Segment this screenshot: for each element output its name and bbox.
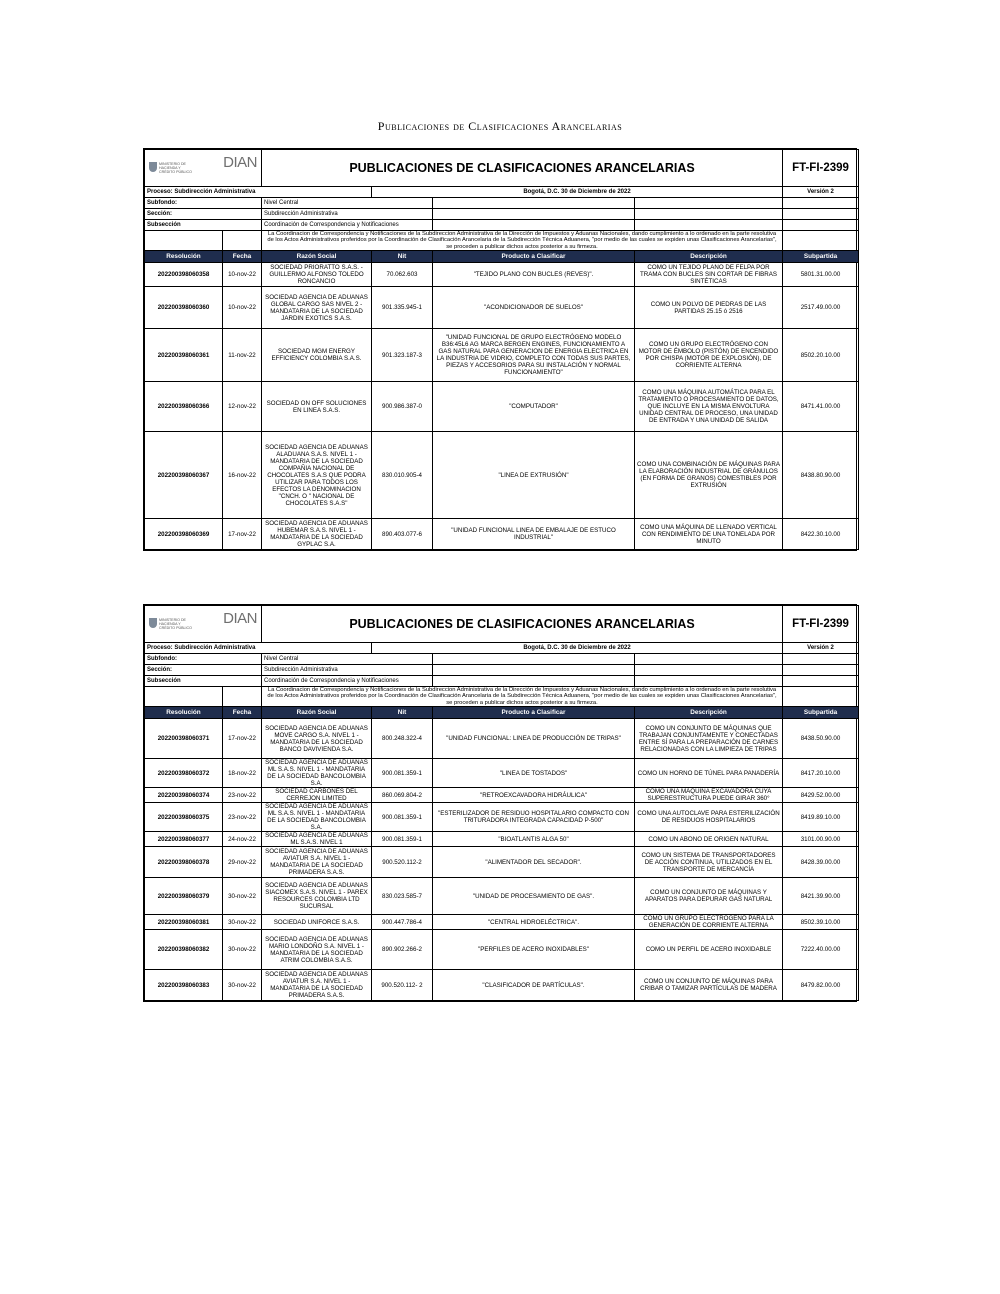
cell-descripcion: COMO UN GRUPO ELECTRÓGENO PARA LA GENERACIÓN DE CORRIENTE ALTERNA	[635, 915, 783, 930]
col-header-subpartida: Subpartida	[783, 251, 859, 263]
cell-fecha: 30-nov-22	[223, 915, 262, 930]
intro-text: La Coordinacion de Correspondencia y Notificaciones de la Subdireccion Administrativa de la Dirección de Impuestos y Aduanas Nacionales, dando cumplimiento a lo ordenado en la parte resolutiva de los Actos Administrativos proferidos por la Coordinación de Clasificación Arancelaria de la Subdirección Técnica Aduanera, "por medio de las cuales se expiden unas Clasificaciones Arancelarias", se proceden a publicar dichos actos posterior a su firmeza.	[262, 231, 783, 251]
cell-razon-social: SOCIEDAD AGENCIA DE ADUANAS AVIATUR S.A. NIVEL 1 - MANDATARIA DE LA SOCIEDAD PRIMADERA S.A.S.	[262, 847, 372, 878]
cell-producto: "RETROEXCAVADORA HIDRÁULICA"	[433, 788, 635, 803]
cell-descripcion: COMO UNA COMBINACIÓN DE MÁQUINAS PARA LA ELABORACIÓN INDUSTRIAL DE GRÁNULOS (EN FORMA DE GRANOS) COMESTIBLES POR EXTRUSIÓN	[635, 432, 783, 519]
version: Versión 2	[783, 643, 859, 654]
cell-resolucion: 202200398060381	[145, 915, 223, 930]
page-title: Publicaciones de Clasificaciones Arancelarias	[377, 119, 623, 133]
cell-producto: "COMPUTADOR"	[433, 382, 635, 432]
cell-resolucion: 202200398060360	[145, 287, 223, 329]
seccion-value: Subdirección Administrativa	[262, 209, 433, 220]
seccion-label: Sección:	[145, 665, 262, 676]
cell-resolucion: 202200398060379	[145, 878, 223, 915]
form-code: FT-FI-2399	[783, 606, 859, 643]
ministry-logo-text: MINISTERIO DE HACIENDA Y CRÉDITO PÚBLICO	[159, 618, 192, 630]
table-row	[145, 432, 859, 519]
cell-nit: 860.069.804-2	[372, 788, 433, 803]
cell-resolucion: 202200398060361	[145, 329, 223, 382]
cell-subpartida: 3101.00.90.00	[783, 832, 859, 847]
col-header-fecha: Fecha	[223, 251, 262, 263]
cell-subpartida: 5801.31.00.00	[783, 263, 859, 287]
table-row	[145, 878, 859, 915]
col-header-producto: Producto a Clasificar	[433, 707, 635, 719]
cell-resolucion: 202200398060383	[145, 970, 223, 1001]
cell-subpartida: 8502.39.10.00	[783, 915, 859, 930]
cell-razon-social: SOCIEDAD AGENCIA DE ADUANAS SIACOMEX S.A.S. NIVEL 1 - PAREX RESOURCES COLOMBIA LTD SUCURSAL	[262, 878, 372, 915]
cell-nit: 900.520.112-2	[372, 847, 433, 878]
ministry-logo	[149, 160, 192, 176]
intro-text: La Coordinacion de Correspondencia y Notificaciones de la Subdireccion Administrativa de la Dirección de Impuestos y Aduanas Nacionales, dando cumplimiento a lo ordenado en la parte resolutiva de los Actos Administrativos proferidos por la Coordinación de Clasificación Arancelaria de la Subdirección Técnica Aduanera, "por medio de las cuales se expiden unas Clasificaciones Arancelarias", se proceden a publicar dichos actos posterior a su firmeza.	[262, 687, 783, 707]
cell-razon-social: SOCIEDAD AGENCIA DE ADUANAS ML S.A.S. NIVEL 1 - MANDATARIA DE LA SOCIEDAD BANCOLOMBIA S.A.	[262, 803, 372, 832]
subfondo-label: Subfondo:	[145, 198, 262, 209]
cell-descripcion: COMO UNA MÁQUINA DE LLENADO VERTICAL CON RENDIMIENTO DE UNA TONELADA POR MINUTO	[635, 519, 783, 550]
cell-nit: 830.010.905-4	[372, 432, 433, 519]
subfondo-value: Nivel Central	[262, 198, 433, 209]
subseccion-value: Coordinación de Correspondencia y Notificaciones	[262, 220, 433, 231]
cell-resolucion: 202200398060382	[145, 930, 223, 970]
cell-resolucion: 202200398060375	[145, 803, 223, 832]
cell-razon-social: SOCIEDAD AGENCIA DE ADUANAS HUBEMAR S.A.S. NIVEL 1 - MANDATARIA DE LA SOCIEDAD GYPLAC S.A.	[262, 519, 372, 550]
subfondo-value: Nivel Central	[262, 654, 433, 665]
table-row	[145, 287, 859, 329]
cell-nit: 70.062.603	[372, 263, 433, 287]
dian-logo: DIAN	[223, 154, 257, 171]
cell-producto: "ACONDICIONADOR DE SUELOS"	[433, 287, 635, 329]
cell-subpartida: 8429.52.00.00	[783, 788, 859, 803]
col-header-producto: Producto a Clasificar	[433, 251, 635, 263]
cell-producto: "LINEA DE TOSTADOS"	[433, 759, 635, 788]
col-header-subpartida: Subpartida	[783, 707, 859, 719]
cell-nit: 890.403.077-6	[372, 519, 433, 550]
cell-razon-social: SOCIEDAD AGENCIA DE ADUANAS MARIO LONDOÑO S.A. NIVEL 1 - MANDATARIA DE LA SOCIEDAD ATRIM COLOMBIA S.A.S.	[262, 930, 372, 970]
col-header-descripcion: Descripción	[635, 251, 783, 263]
cell-razon-social: SOCIEDAD AGENCIA DE ADUANAS AVIATUR S.A. NIVEL 1 - MANDATARIA DE LA SOCIEDAD PRIMADERA S.A.S.	[262, 970, 372, 1001]
cell-descripcion: COMO UNA MÁQUINA EXCAVADORA CUYA SUPERESTRUCTURA PUEDE GIRAR 360°	[635, 788, 783, 803]
place-date: Bogotá, D.C. 30 de Diciembre de 2022	[372, 187, 783, 198]
cell-nit: 830.023.585-7	[372, 878, 433, 915]
cell-subpartida: 2517.49.00.00	[783, 287, 859, 329]
cell-nit: 901.335.945-1	[372, 287, 433, 329]
place-date: Bogotá, D.C. 30 de Diciembre de 2022	[372, 643, 783, 654]
col-header-resolucion: Resolución	[145, 707, 223, 719]
cell-razon-social: SOCIEDAD AGENCIA DE ADUANAS ML S.A.S. NIVEL 1 - MANDATARIA DE LA SOCIEDAD BANCOLOMBIA S.A.	[262, 759, 372, 788]
cell-descripcion: COMO UN CONJUNTO DE MÁQUINAS QUE TRABAJAN CONJUNTAMENTE Y CONECTADAS ENTRE SÍ PARA LA PREPARACIÓN DE CARNES RELACIONADAS CON LA LIMPIEZA DE TRIPAS	[635, 719, 783, 759]
document-title: PUBLICACIONES DE CLASIFICACIONES ARANCELARIAS	[262, 606, 783, 643]
cell-nit: 900.081.359-1	[372, 832, 433, 847]
cell-resolucion: 202200398060366	[145, 382, 223, 432]
document-block-1	[143, 148, 857, 551]
cell-fecha: 24-nov-22	[223, 832, 262, 847]
cell-producto: "UNIDAD FUNCIONAL: LINEA DE PRODUCCIÓN DE TRIPAS"	[433, 719, 635, 759]
cell-nit: 900.081.359-1	[372, 759, 433, 788]
cell-nit: 900.081.359-1	[372, 803, 433, 832]
table-row	[145, 803, 859, 832]
cell-razon-social: SOCIEDAD AGENCIA DE ADUANAS MOVE CARGO S.A. NIVEL 1 - MANDATARIA DE LA SOCIEDAD BANCO DAVIVIENDA S.A.	[262, 719, 372, 759]
cell-subpartida: 8502.20.10.00	[783, 329, 859, 382]
cell-razon-social: SOCIEDAD AGENCIA DE ADUANAS ALADUANA S.A.S. NIVEL 1 - MANDATARIA DE LA SOCIEDAD COMPAÑIA NACIONAL DE CHOCOLATES S.A.S QUE PODRA UTILIZAR PARA TODOS LOS EFECTOS LA DENOMINACION "CNCH. O " NACIONAL DE CHOCOLATES S.A.S"	[262, 432, 372, 519]
dian-logo: DIAN	[223, 610, 257, 627]
cell-descripcion: COMO UN HORNO DE TÚNEL PARA PANADERÍA	[635, 759, 783, 788]
shield-icon	[149, 618, 157, 628]
cell-subpartida: 8428.39.00.00	[783, 847, 859, 878]
version: Versión 2	[783, 187, 859, 198]
cell-razon-social: SOCIEDAD AGENCIA DE ADUANAS GLOBAL CARGO SAS NIVEL 2 - MANDATARIA DE LA SOCIEDAD JARDIN EXOTICS S.A.S.	[262, 287, 372, 329]
subseccion-label: Subsección	[145, 220, 262, 231]
table-row	[145, 847, 859, 878]
form-code: FT-FI-2399	[783, 150, 859, 187]
subseccion-value: Coordinación de Correspondencia y Notificaciones	[262, 676, 433, 687]
cell-descripcion: COMO UNA MÁQUINA AUTOMÁTICA PARA EL TRATAMIENTO O PROCESAMIENTO DE DATOS, QUE INCLUYE EN LA MISMA ENVOLTURA UNIDAD CENTRAL DE PROCESO, UNA UNIDAD DE ENTRADA Y UNA UNIDAD DE SALIDA	[635, 382, 783, 432]
cell-subpartida: 8421.39.90.00	[783, 878, 859, 915]
cell-subpartida: 8419.89.10.00	[783, 803, 859, 832]
table-row	[145, 788, 859, 803]
classification-table	[144, 149, 859, 550]
cell-subpartida: 8422.30.10.00	[783, 519, 859, 550]
cell-fecha: 18-nov-22	[223, 759, 262, 788]
cell-producto: "UNIDAD FUNCIONAL LINEA DE EMBALAJE DE ESTUCO INDUSTRIAL"	[433, 519, 635, 550]
cell-fecha: 12-nov-22	[223, 382, 262, 432]
process-label: Proceso: Subdirección Administrativa	[145, 643, 372, 654]
cell-resolucion: 202200398060377	[145, 832, 223, 847]
ministry-logo-text: MINISTERIO DE HACIENDA Y CRÉDITO PÚBLICO	[159, 162, 192, 174]
col-header-razon-social: Razón Social	[262, 251, 372, 263]
col-header-nit: Nit	[372, 707, 433, 719]
cell-resolucion: 202200398060378	[145, 847, 223, 878]
cell-descripcion: COMO UN CONJUNTO DE MÁQUINAS Y APARATOS PARA DEPURAR GAS NATURAL	[635, 878, 783, 915]
table-row	[145, 759, 859, 788]
cell-nit: 901.323.187-3	[372, 329, 433, 382]
col-header-descripcion: Descripción	[635, 707, 783, 719]
cell-descripcion: COMO UN GRUPO ELECTRÓGENO CON MOTOR DE ÉMBOLO (PISTÓN) DE ENCENDIDO POR CHISPA (MOTOR DE EXPLOSIÓN), DE CORRIENTE ALTERNA	[635, 329, 783, 382]
cell-producto: "CLASIFICADOR DE PARTÍCULAS".	[433, 970, 635, 1001]
cell-nit: 800.248.322-4	[372, 719, 433, 759]
cell-razon-social: SOCIEDAD ON OFF SOLUCIONES EN LINEA S.A.S.	[262, 382, 372, 432]
table-row	[145, 970, 859, 1001]
table-row	[145, 719, 859, 759]
classification-table	[144, 605, 859, 1001]
cell-descripcion: COMO UN TEJIDO PLANO DE FELPA POR TRAMA CON BUCLES SIN CORTAR DE FIBRAS SINTÉTICAS	[635, 263, 783, 287]
cell-fecha: 29-nov-22	[223, 847, 262, 878]
cell-fecha: 11-nov-22	[223, 329, 262, 382]
cell-producto: "ESTERILIZADOR DE RESIDUO HOSPITALARIO COMPACTO CON TRITURADORA INTEGRADA CAPACIDAD P-500"	[433, 803, 635, 832]
cell-resolucion: 202200398060371	[145, 719, 223, 759]
cell-fecha: 10-nov-22	[223, 287, 262, 329]
table-row	[145, 930, 859, 970]
cell-descripcion: COMO UNA AUTOCLAVE PARA ESTERILIZACIÓN DE RESIDUOS HOSPITALARIOS	[635, 803, 783, 832]
seccion-value: Subdirección Administrativa	[262, 665, 433, 676]
cell-descripcion: COMO UN POLVO DE PIEDRAS DE LAS PARTIDAS 25.15 ó 2516	[635, 287, 783, 329]
cell-descripcion: COMO UN SISTEMA DE TRANSPORTADORES DE ACCIÓN CONTINUA, UTILIZADOS EN EL TRANSPORTE DE MERCANCÍA	[635, 847, 783, 878]
cell-subpartida: 7222.40.00.00	[783, 930, 859, 970]
ministry-logo	[149, 616, 192, 632]
cell-razon-social: SOCIEDAD UNIFORCE S.A.S.	[262, 915, 372, 930]
cell-resolucion: 202200398060369	[145, 519, 223, 550]
cell-producto: "ALIMENTADOR DEL SECADOR".	[433, 847, 635, 878]
document-title: PUBLICACIONES DE CLASIFICACIONES ARANCELARIAS	[262, 150, 783, 187]
subseccion-label: Subsección	[145, 676, 262, 687]
cell-razon-social: SOCIEDAD CARBONES DEL CERREJON LIMITED	[262, 788, 372, 803]
cell-nit: 890.902.266-2	[372, 930, 433, 970]
cell-subpartida: 8417.20.10.00	[783, 759, 859, 788]
cell-producto: "BIOATLANTIS ALGA 50"	[433, 832, 635, 847]
logo-cell	[145, 606, 262, 643]
cell-razon-social: SOCIEDAD PRIORATTO S.A.S. - GUILLERMO ALFONSO TOLEDO RONCANCIO	[262, 263, 372, 287]
cell-subpartida: 8438.50.90.00	[783, 719, 859, 759]
cell-producto: "PERFILES DE ACERO INOXIDABLES"	[433, 930, 635, 970]
cell-descripcion: COMO UN PERFIL DE ACERO INOXIDABLE	[635, 930, 783, 970]
cell-fecha: 23-nov-22	[223, 788, 262, 803]
logo-cell	[145, 150, 262, 187]
cell-nit: 900.986.387-0	[372, 382, 433, 432]
col-header-razon-social: Razón Social	[262, 707, 372, 719]
cell-resolucion: 202200398060367	[145, 432, 223, 519]
cell-descripcion: COMO UN CONJUNTO DE MÁQUINAS PARA CRIBAR O TAMIZAR PARTÍCULAS DE MADERA	[635, 970, 783, 1001]
cell-resolucion: 202200398060372	[145, 759, 223, 788]
cell-nit: 900.447.786-4	[372, 915, 433, 930]
process-label: Proceso: Subdirección Administrativa	[145, 187, 372, 198]
table-row	[145, 263, 859, 287]
cell-fecha: 30-nov-22	[223, 878, 262, 915]
cell-descripcion: COMO UN ABONO DE ORIGEN NATURAL	[635, 832, 783, 847]
table-row	[145, 382, 859, 432]
table-row	[145, 329, 859, 382]
cell-razon-social: SOCIEDAD MGM ENERGY EFFICIENCY COLOMBIA S.A.S.	[262, 329, 372, 382]
shield-icon	[149, 162, 157, 172]
cell-producto: "CENTRAL HIDROELÉCTRICA".	[433, 915, 635, 930]
col-header-nit: Nit	[372, 251, 433, 263]
cell-producto: "TEJIDO PLANO CON BUCLES (REVES)".	[433, 263, 635, 287]
table-row	[145, 915, 859, 930]
cell-fecha: 17-nov-22	[223, 719, 262, 759]
cell-fecha: 23-nov-22	[223, 803, 262, 832]
cell-fecha: 10-nov-22	[223, 263, 262, 287]
cell-resolucion: 202200398060358	[145, 263, 223, 287]
cell-producto: "LINEA DE EXTRUSIÓN"	[433, 432, 635, 519]
table-row	[145, 832, 859, 847]
col-header-fecha: Fecha	[223, 707, 262, 719]
cell-fecha: 16-nov-22	[223, 432, 262, 519]
cell-subpartida: 8479.82.00.00	[783, 970, 859, 1001]
cell-nit: 900.520.112- 2	[372, 970, 433, 1001]
cell-resolucion: 202200398060374	[145, 788, 223, 803]
cell-fecha: 17-nov-22	[223, 519, 262, 550]
cell-razon-social: SOCIEDAD AGENCIA DE ADUANAS ML S.A.S. NIVEL 1	[262, 832, 372, 847]
cell-subpartida: 8438.80.90.00	[783, 432, 859, 519]
cell-fecha: 30-nov-22	[223, 930, 262, 970]
cell-producto: "UNIDAD DE PROCESAMIENTO DE GAS".	[433, 878, 635, 915]
subfondo-label: Subfondo:	[145, 654, 262, 665]
col-header-resolucion: Resolución	[145, 251, 223, 263]
document-block-2	[143, 604, 857, 1002]
cell-producto: "UNIDAD FUNCIONAL DE GRUPO ELECTRÓGENO MODELO B36:45L6 AG MARCA BERGEN ENGINES, FUNCIONAMIENTO A GAS NATURAL PARA GENERACION DE ENERGIA ELECTRICA EN LA INDUSTRIA DE VIDRIO, COMPLETO CON TODAS SUS PARTES, PIEZAS Y ACCESORIOS PARA SU INSTALACIÓN Y NORMAL FUNCIONAMIENTO"	[433, 329, 635, 382]
table-row	[145, 519, 859, 550]
seccion-label: Sección:	[145, 209, 262, 220]
cell-subpartida: 8471.41.00.00	[783, 382, 859, 432]
cell-fecha: 30-nov-22	[223, 970, 262, 1001]
